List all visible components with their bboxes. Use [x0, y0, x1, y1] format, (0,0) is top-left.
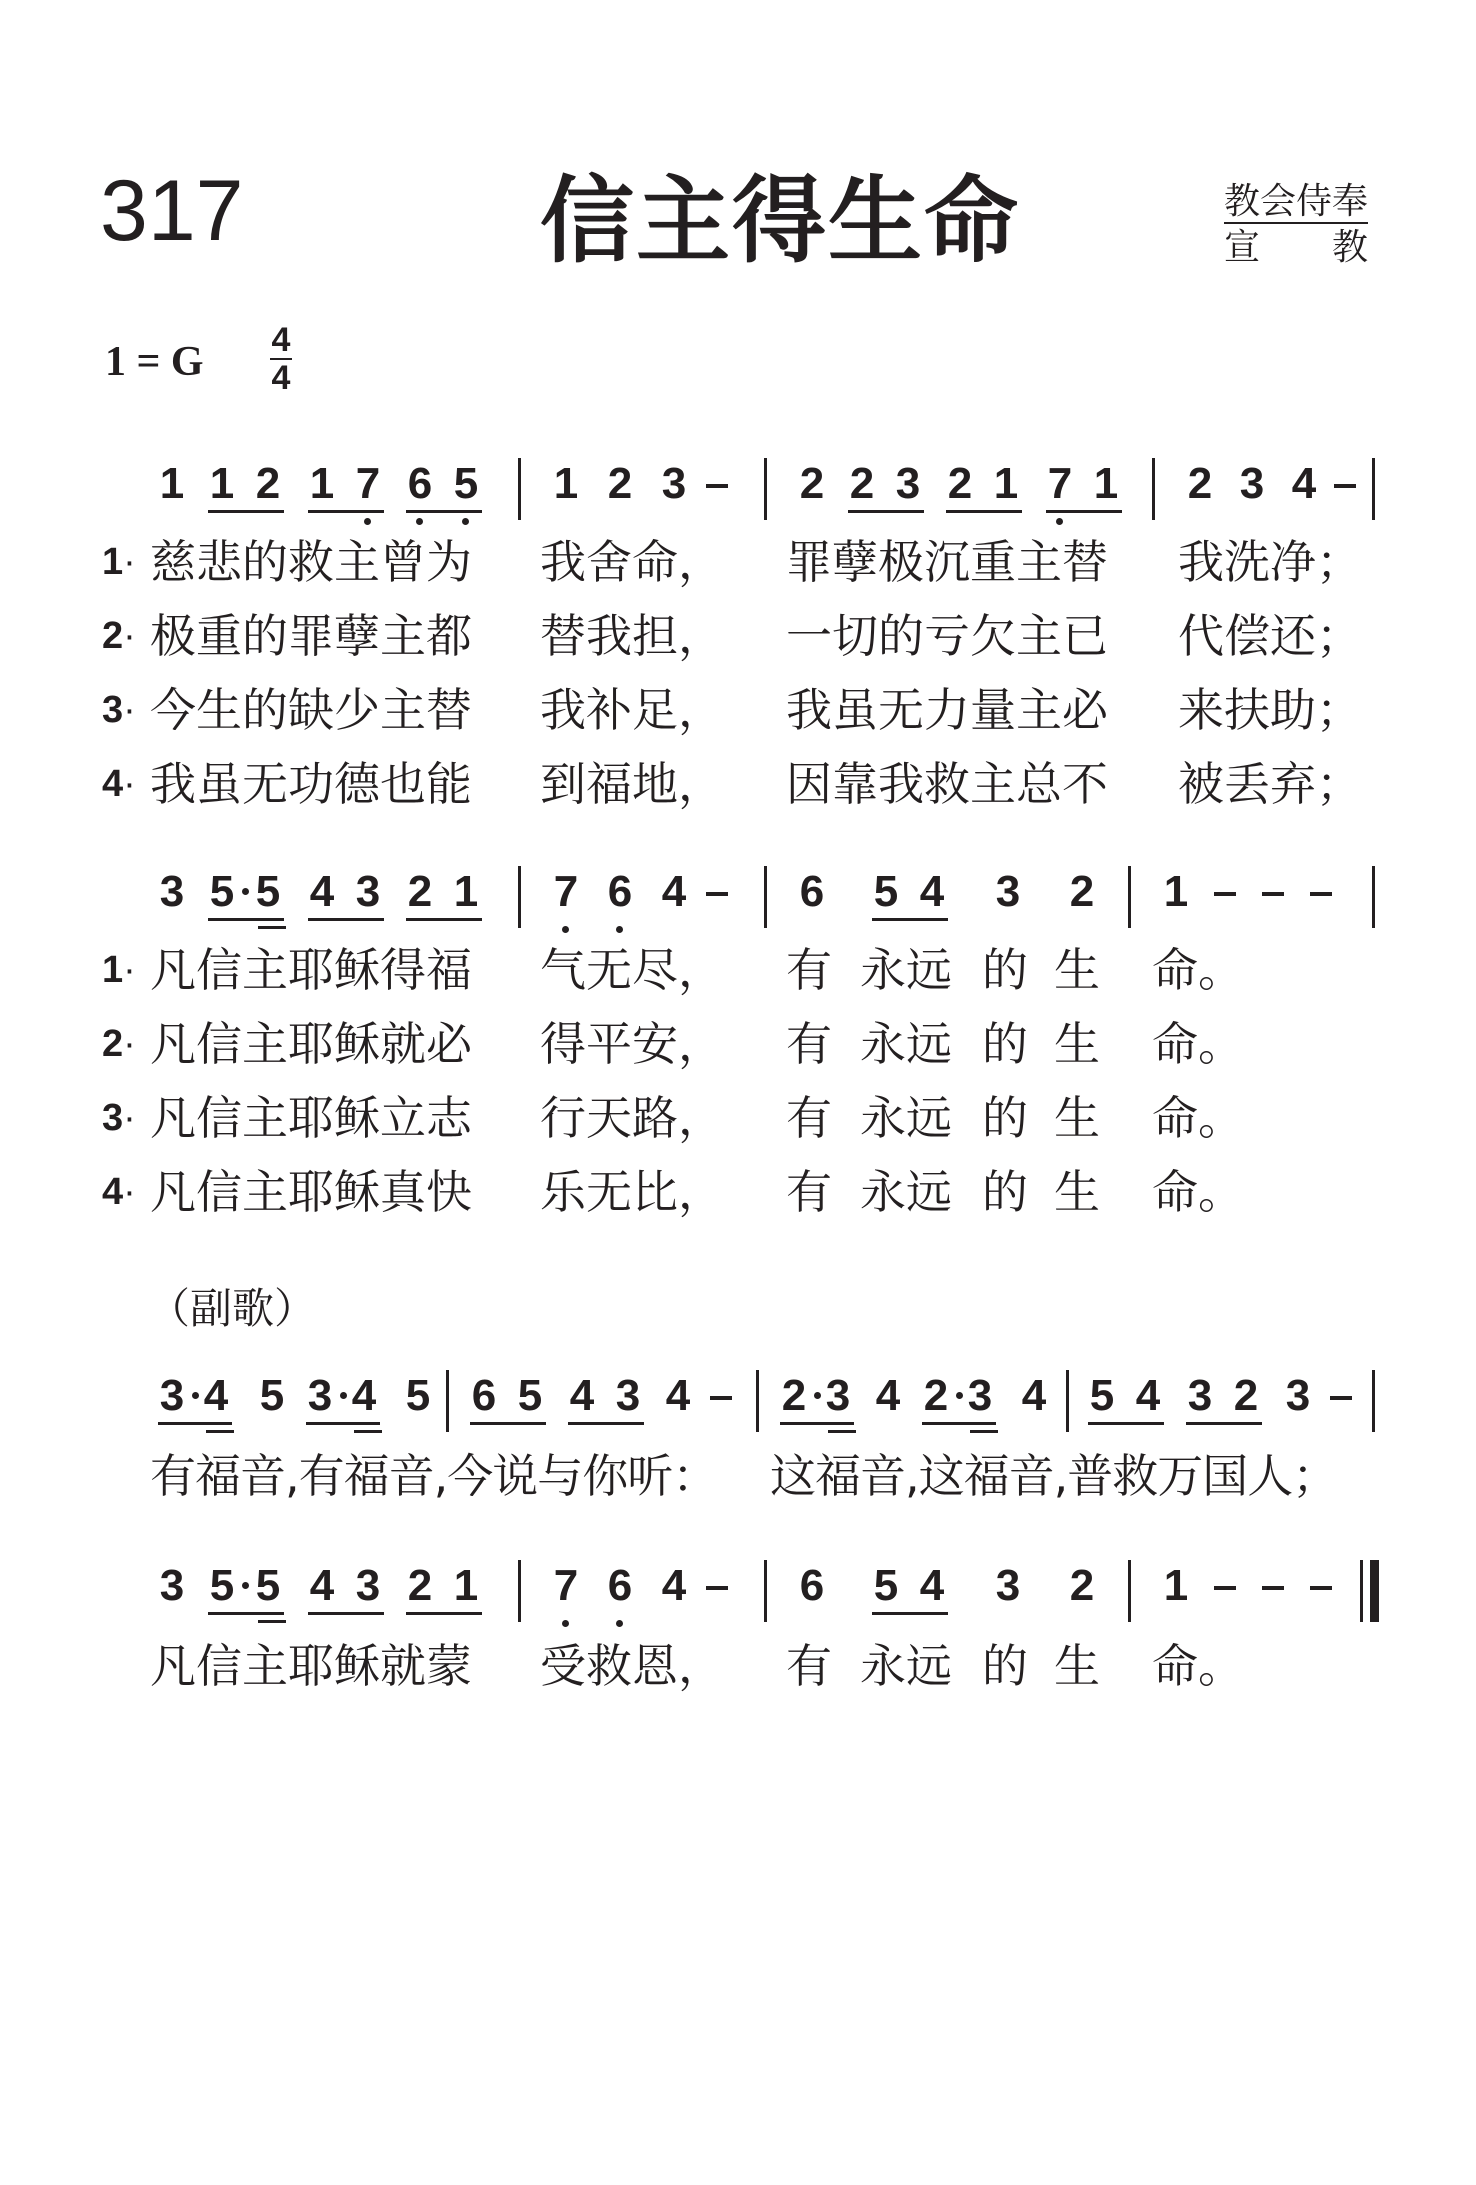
lyric-word: 命。 [1152, 943, 1244, 997]
note: 1 [1093, 459, 1119, 508]
lyric-segment: 这福音,这福音,普救万国人； [770, 1449, 1338, 1503]
lyric-segment: 一切的亏欠主已 [786, 609, 1108, 663]
lyric-word: 的 [982, 1091, 1028, 1145]
lyric-segment: 极重的罪孽主都 [150, 609, 472, 663]
note: 3 [1187, 1371, 1213, 1420]
note: 5 [873, 867, 899, 916]
lyric-word: 命。 [1152, 1017, 1244, 1071]
notation-row-2 [0, 866, 1476, 926]
note: 3 [307, 1371, 333, 1420]
notation-row-1 [0, 458, 1476, 518]
lyric-segment: 乐无比， [540, 1165, 724, 1219]
lyric-segment: 有福音,有福音,今说与你听： [150, 1449, 718, 1503]
verse-number: 3 [102, 1097, 124, 1139]
lyric-segment: 罪孽极沉重主替 [786, 535, 1108, 589]
note: 5 [517, 1371, 543, 1420]
note: 3 [967, 1371, 993, 1420]
lyric-word: 永远 [860, 1165, 952, 1219]
lyric-word: 命。 [1152, 1091, 1244, 1145]
note: 7 [553, 1561, 579, 1610]
note: 6 [799, 1561, 825, 1610]
lyric-word: 的 [982, 943, 1028, 997]
note: 2 [1069, 1561, 1095, 1610]
lyric-word: 有 [786, 943, 832, 997]
note: 5 [873, 1561, 899, 1610]
lyric-word: 有 [786, 1017, 832, 1071]
note: 3 [159, 867, 185, 916]
meter-bottom: 4 [271, 359, 291, 397]
time-signature [268, 322, 294, 396]
note: 2 [849, 459, 875, 508]
lyric-segment: 来扶助； [1178, 683, 1362, 737]
lyric-line: 4· 凡信主耶稣真快 乐无比， 有 永远 的 生 命。 [102, 1165, 1244, 1219]
note: 5 [453, 459, 479, 508]
verse-number: 2 [102, 615, 124, 657]
note: 2 [407, 867, 433, 916]
lyric-word: 生 [1054, 1017, 1100, 1071]
lyric-line: 4· 我虽无功德也能 到福地， 因靠我救主总不 被丢弃； [102, 757, 1362, 811]
lyric-line: 2· 极重的罪孽主都 替我担， 一切的亏欠主已 代偿还； [102, 609, 1362, 663]
note: 2 [255, 459, 281, 508]
lyric-segment: 今生的缺少主替 [150, 683, 472, 737]
note: 5 [255, 1561, 281, 1610]
lyric-word: 命。 [1152, 1165, 1244, 1219]
lyric-segment: 我虽无功德也能 [150, 757, 472, 811]
note: 3 [355, 1561, 381, 1610]
note: 4 [351, 1371, 377, 1420]
note: 1 [309, 459, 335, 508]
verse-number: 4 [102, 1171, 124, 1213]
lyric-word: 的 [982, 1165, 1028, 1219]
note: 5 [1089, 1371, 1115, 1420]
note: 3 [995, 867, 1021, 916]
verse-number: 1 [102, 541, 124, 583]
note: 2 [407, 1561, 433, 1610]
note: 5 [209, 1561, 235, 1610]
note: 3 [995, 1561, 1021, 1610]
note: 7 [1047, 459, 1073, 508]
note: 2 [799, 459, 825, 508]
lyric-segment: 我虽无力量主必 [786, 683, 1108, 737]
note: 6 [471, 1371, 497, 1420]
lyric-word: 永远 [860, 1017, 952, 1071]
lyric-segment: 凡信主耶稣得福 [150, 943, 472, 997]
note: 6 [607, 1561, 633, 1610]
lyric-segment: 受救恩， [540, 1639, 724, 1693]
note: 5 [259, 1371, 285, 1420]
verse-number: 3 [102, 689, 124, 731]
note: 2 [1233, 1371, 1259, 1420]
key-signature: 1 = G [105, 339, 204, 385]
verse-number: 4 [102, 763, 124, 805]
note: 2 [923, 1371, 949, 1420]
note: 3 [159, 1561, 185, 1610]
hymn-number: 317 [100, 163, 244, 259]
lyric-segment: 被丢弃； [1178, 757, 1362, 811]
credit-music: 宣 教 [1224, 227, 1369, 268]
lyric-line: 3· 凡信主耶稣立志 行天路， 有 永远 的 生 命。 [102, 1091, 1244, 1145]
lyric-word: 有 [786, 1165, 832, 1219]
note: 1 [159, 459, 185, 508]
note: 2 [1187, 459, 1213, 508]
lyric-segment: 我补足， [540, 683, 724, 737]
lyric-word: 生 [1054, 943, 1100, 997]
note: 4 [919, 1561, 945, 1610]
lyric-word: 的 [982, 1017, 1028, 1071]
note: 1 [453, 867, 479, 916]
note: 3 [825, 1371, 851, 1420]
chorus-lyric-line [0, 1640, 1476, 1692]
lyric-word: 永远 [860, 1091, 952, 1145]
note: 4 [569, 1371, 595, 1420]
note: 7 [553, 867, 579, 916]
note: 6 [407, 459, 433, 508]
lyric-segment: 行天路， [540, 1091, 724, 1145]
lyric-segment: 凡信主耶稣立志 [150, 1091, 472, 1145]
lyric-line: 2· 凡信主耶稣就必 得平安， 有 永远 的 生 命。 [102, 1017, 1244, 1071]
note: 5 [405, 1371, 431, 1420]
lyric-segment: 慈悲的救主曾为 [150, 535, 472, 589]
note: 6 [607, 867, 633, 916]
lyric-segment: 凡信主耶稣就必 [150, 1017, 472, 1071]
lyric-segment: 我舍命， [540, 535, 724, 589]
note: 3 [661, 459, 687, 508]
lyric-segment: 气无尽， [540, 943, 724, 997]
note: 1 [553, 459, 579, 508]
lyric-word: 生 [1054, 1165, 1100, 1219]
meter-top: 4 [271, 321, 291, 359]
note: 4 [875, 1371, 901, 1420]
note: 3 [355, 867, 381, 916]
lyric-segment: 到福地， [540, 757, 724, 811]
lyric-word: 生 [1054, 1639, 1100, 1693]
lyric-line: 3· 今生的缺少主替 我补足， 我虽无力量主必 来扶助； [102, 683, 1362, 737]
chorus-label: （副歌） [148, 1284, 317, 1333]
note: 2 [781, 1371, 807, 1420]
lyric-word: 命。 [1152, 1639, 1244, 1693]
note: 4 [1291, 459, 1317, 508]
lyric-segment: 替我担， [540, 609, 724, 663]
lyric-word: 永远 [860, 1639, 952, 1693]
note: 1 [453, 1561, 479, 1610]
note: 4 [661, 1561, 687, 1610]
note: 4 [1135, 1371, 1161, 1420]
lyric-word: 有 [786, 1639, 832, 1693]
note: 1 [1163, 1561, 1189, 1610]
lyric-line: 1· 凡信主耶稣得福 气无尽， 有 永远 的 生 命。 [102, 943, 1244, 997]
chorus-lyric-line [0, 1450, 1476, 1502]
note: 2 [1069, 867, 1095, 916]
lyric-segment: 凡信主耶稣就蒙 [150, 1639, 472, 1693]
lyric-word: 永远 [860, 943, 952, 997]
note: 2 [947, 459, 973, 508]
verse-number: 2 [102, 1023, 124, 1065]
lyric-segment: 代偿还； [1178, 609, 1362, 663]
lyric-word: 生 [1054, 1091, 1100, 1145]
note: 2 [607, 459, 633, 508]
lyric-word: 的 [982, 1639, 1028, 1693]
hymn-title: 信主得生命 [540, 167, 1021, 276]
notation-row-3 [0, 1370, 1476, 1430]
notation-row-4 [0, 1560, 1476, 1620]
note: 4 [661, 867, 687, 916]
note: 4 [919, 867, 945, 916]
note: 1 [209, 459, 235, 508]
note: 4 [309, 867, 335, 916]
note: 3 [895, 459, 921, 508]
credit-words: 教会侍奉 [1224, 181, 1369, 222]
note: 4 [309, 1561, 335, 1610]
note: 6 [799, 867, 825, 916]
note: 3 [1239, 459, 1265, 508]
note: 5 [209, 867, 235, 916]
lyric-segment: 我洗净； [1178, 535, 1362, 589]
note: 1 [993, 459, 1019, 508]
verse-number: 1 [102, 949, 124, 991]
note: 4 [665, 1371, 691, 1420]
note: 1 [1163, 867, 1189, 916]
lyric-segment: 凡信主耶稣真快 [150, 1165, 472, 1219]
lyric-segment: 因靠我救主总不 [786, 757, 1108, 811]
note: 4 [1021, 1371, 1047, 1420]
note: 7 [355, 459, 381, 508]
note: 4 [203, 1371, 229, 1420]
credits [1224, 182, 1368, 270]
lyric-word: 有 [786, 1091, 832, 1145]
note: 3 [1285, 1371, 1311, 1420]
note: 3 [159, 1371, 185, 1420]
lyric-line: 1· 慈悲的救主曾为 我舍命， 罪孽极沉重主替 我洗净； [102, 535, 1362, 589]
note: 3 [615, 1371, 641, 1420]
lyric-segment: 得平安， [540, 1017, 724, 1071]
note: 5 [255, 867, 281, 916]
